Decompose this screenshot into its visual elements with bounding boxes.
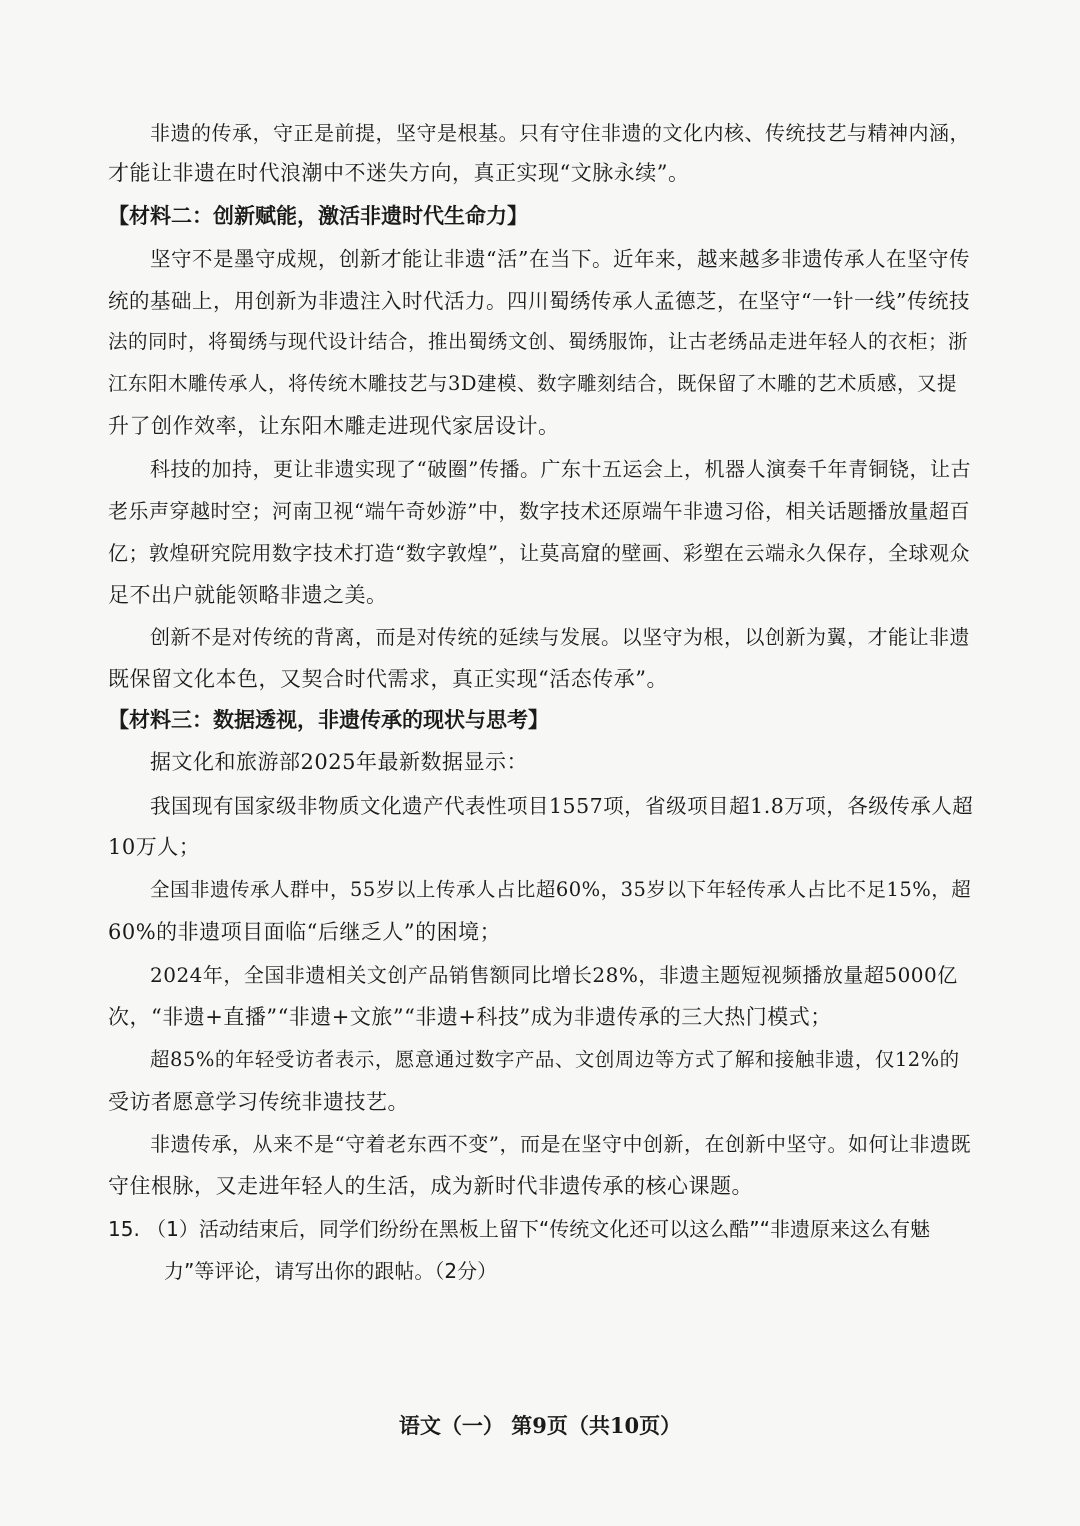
question-line: 力”等评论，请写出你的跟帖。（2分）: [164, 1259, 498, 1283]
text-line: 受访者愿意学习传统非遗技艺。: [108, 1090, 409, 1114]
text-line: 足不出户就能领略非遗之美。: [108, 583, 388, 607]
section-heading-material-2: 【材料二：创新赋能，激活非遗时代生命力】: [108, 203, 528, 228]
text-line: 坚守不是墨守成规，创新才能让非遗“活”在当下。近年来，越来越多非遗传承人在坚守传: [150, 247, 970, 271]
text-line: 法的同时，将蜀绣与现代设计结合，推出蜀绣文创、蜀绣服饰，让古老绣品走进年轻人的衣柜；浙: [108, 330, 969, 353]
text-line: 我国现有国家级非物质文化遗产代表性项目1557项，省级项目超1.8万项，各级传承人超: [150, 794, 974, 818]
text-line: 守住根脉，又走进年轻人的生活，成为新时代非遗传承的核心课题。: [108, 1174, 753, 1198]
text-line: 10万人；: [108, 835, 201, 859]
text-line: 2024年，全国非遗相关文创产品销售额同比增长28%，非遗主题短视频播放量超5000亿: [150, 963, 958, 987]
text-line: 亿；敦煌研究院用数字技术打造“数字敦煌”，让莫高窟的壁画、彩塑在云端永久保存，全球观众: [108, 541, 970, 565]
text-line: 次，“非遗+直播”“非遗+文旅”“非遗+科技”成为非遗传承的三大热门模式；: [108, 1005, 832, 1029]
text-line: 创新不是对传统的背离，而是对传统的延续与发展。以坚守为根，以创新为翼，才能让非遗: [150, 625, 970, 649]
question-line: 15. （1）活动结束后，同学们纷纷在黑板上留下“传统文化还可以这么酷”“非遗原来这么有魅: [108, 1217, 930, 1241]
paragraph-5: 据文化和旅游部2025年最新数据显示：: [150, 750, 528, 774]
text-line: 科技的加持，更让非遗实现了“破圈”传播。广东十五运会上，机器人演奏千年青铜铙，让古: [150, 457, 971, 481]
text-line: 60%的非遗项目面临“后继乏人”的困境；: [108, 920, 502, 944]
section-heading-material-3: 【材料三：数据透视，非遗传承的现状与思考】: [108, 707, 549, 732]
text-line: 老乐声穿越时空；河南卫视“端午奇妙游”中，数字技术还原端午非遗习俗，相关话题播放量超百: [108, 499, 970, 523]
text-line: 非遗的传承，守正是前提，坚守是根基。只有守住非遗的文化内核、传统技艺与精神内涵，: [150, 121, 970, 145]
text-line: 全国非遗传承人群中，55岁以上传承人占比超60%，35岁以下年轻传承人占比不足15%，超: [150, 878, 972, 901]
text-line: 超85%的年轻受访者表示，愿意通过数字产品、文创周边等方式了解和接触非遗，仅12%的: [150, 1048, 960, 1071]
text-line: 非遗传承，从来不是“守着老东西不变”，而是在坚守中创新，在创新中坚守。如何让非遗既: [150, 1132, 971, 1156]
text-line: 升了创作效率，让东阳木雕走进现代家居设计。: [108, 414, 560, 438]
page-footer: 语文（一） 第9页（共10页）: [398, 1413, 682, 1438]
text-line: 才能让非遗在时代浪潮中不迷失方向，真正实现“文脉永续”。: [108, 161, 690, 185]
text-line: 江东阳木雕传承人，将传统木雕技艺与3D建模、数字雕刻结合，既保留了木雕的艺术质感，又提: [108, 372, 958, 395]
text-line: 既保留文化本色，又契合时代需求，真正实现“活态传承”。: [108, 667, 668, 691]
text-line: 统的基础上，用创新为非遗注入时代活力。四川蜀绣传承人孟德芝，在坚守“一针一线”传统技: [108, 289, 970, 313]
